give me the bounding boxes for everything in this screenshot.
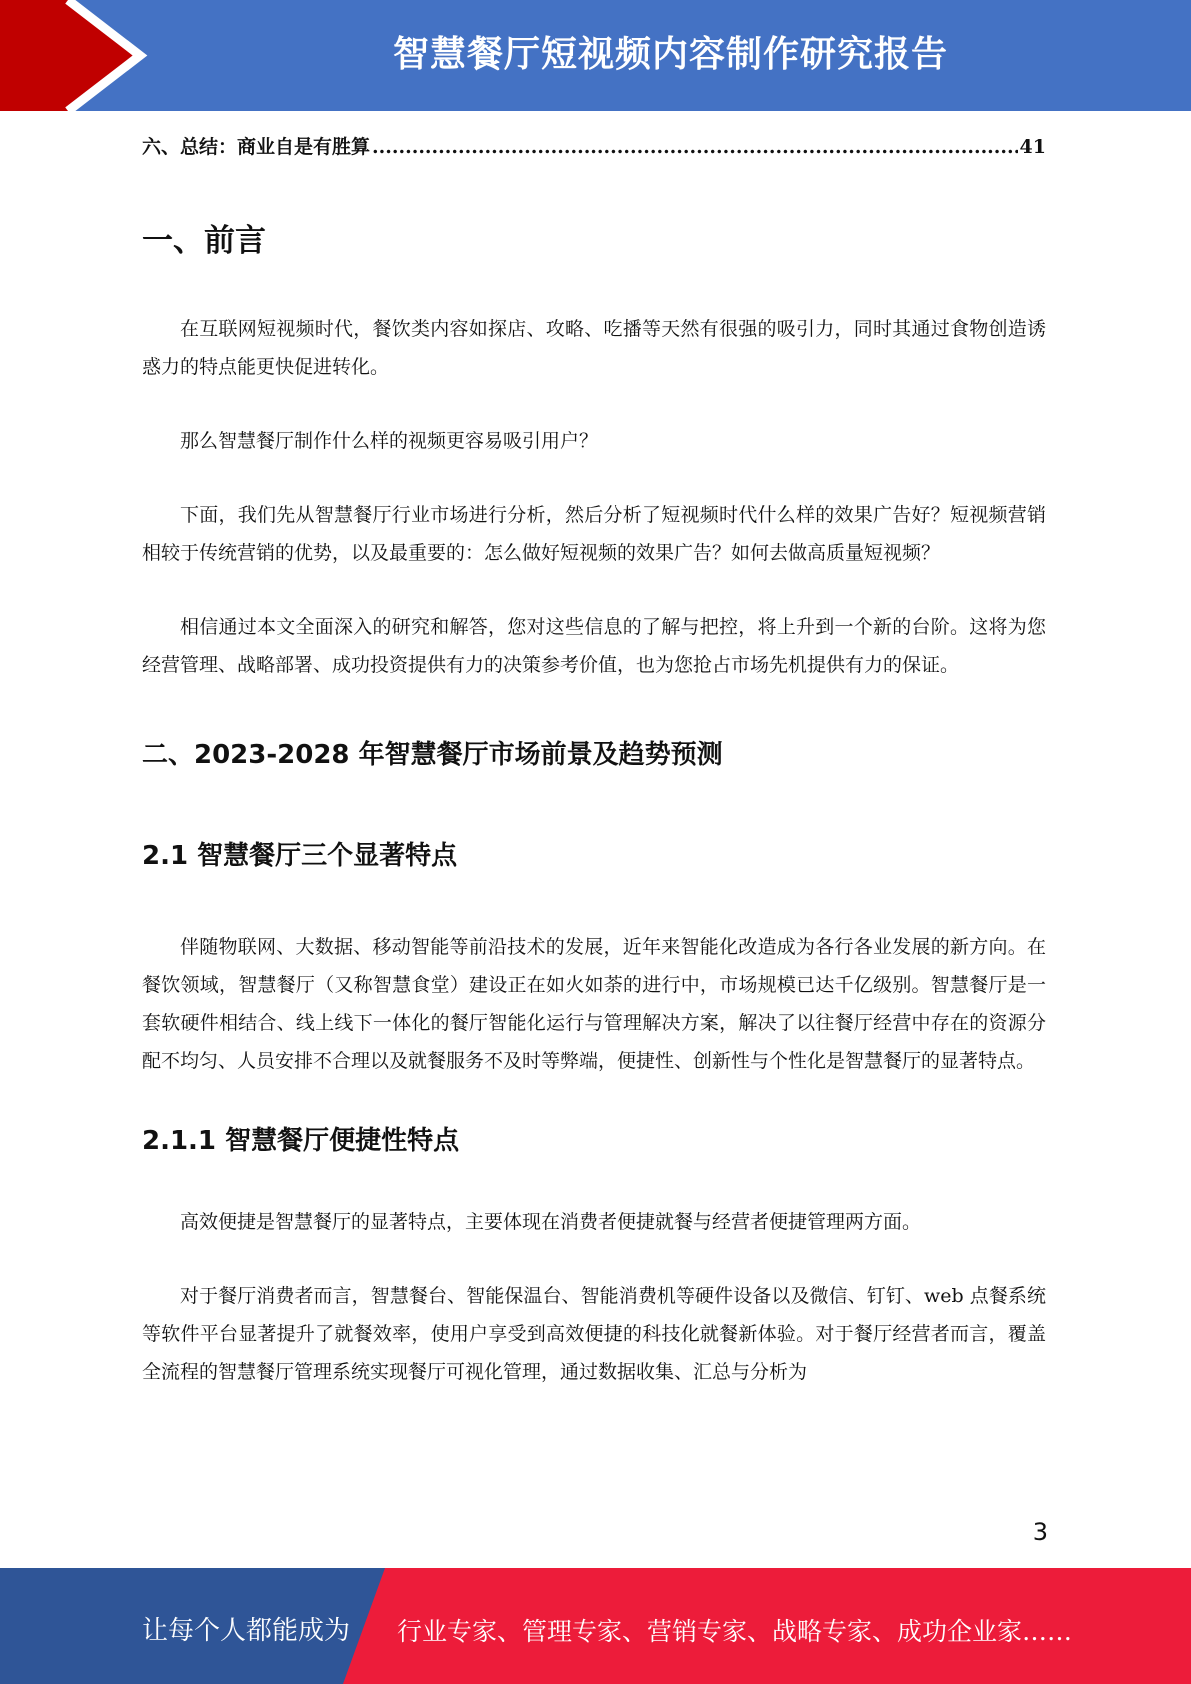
paragraph: 对于餐厅消费者而言，智慧餐台、智能保温台、智能消费机等硬件设备以及微信、钉钉、web 点餐系统等软件平台显著提升了就餐效率，使用户享受到高效便捷的科技化就餐新体验。对于餐厅经营者而言，覆盖全流程的智慧餐厅管理系统实现餐厅可视化管理，通过数据收集、汇总与分析为 <box>142 1285 1046 1383</box>
footer-slogan-right: 行业专家、管理专家、营销专家、战略专家、成功企业家…… <box>397 1617 1073 1646</box>
toc-leader-dots <box>372 136 1018 158</box>
toc-entry-label: 六、总结：商业自是有胜算 <box>142 136 371 158</box>
page-header <box>0 0 1191 111</box>
paragraph: 那么智慧餐厅制作什么样的视频更容易吸引用户？ <box>180 430 599 452</box>
report-title: 智慧餐厅短视频内容制作研究报告 <box>392 34 948 75</box>
paragraph: 下面，我们先从智慧餐厅行业市场进行分析，然后分析了短视频时代什么样的效果广告好？短视频营销相较于传统营销的优势，以及最重要的：怎么做好短视频的效果广告？如何去做高质量短视频？ <box>142 504 1046 564</box>
section-heading: 二、2023-2028 年智慧餐厅市场前景及趋势预测 <box>142 740 723 770</box>
page-footer <box>0 1568 1191 1684</box>
footer-slogan-left: 让每个人都能成为 <box>142 1616 351 1646</box>
toc-entry[interactable] <box>142 132 1046 159</box>
paragraph: 在互联网短视频时代，餐饮类内容如探店、攻略、吃播等天然有很强的吸引力，同时其通过食物创造诱惑力的特点能更快促进转化。 <box>142 318 1046 378</box>
chevron-arrow-icon <box>0 0 160 111</box>
page-number: 3 <box>1032 1518 1048 1546</box>
subsection-heading: 2.1.1 智慧餐厅便捷性特点 <box>142 1126 460 1156</box>
paragraph: 相信通过本文全面深入的研究和解答，您对这些信息的了解与把控，将上升到一个新的台阶。这将为您经营管理、战略部署、成功投资提供有力的决策参考价值，也为您抢占市场先机提供有力的保证。 <box>142 616 1046 676</box>
page-content <box>142 120 1046 1391</box>
subsection-heading: 2.1 智慧餐厅三个显著特点 <box>142 841 458 871</box>
paragraph: 高效便捷是智慧餐厅的显著特点，主要体现在消费者便捷就餐与经营者便捷管理两方面。 <box>180 1211 922 1233</box>
paragraph: 伴随物联网、大数据、移动智能等前沿技术的发展，近年来智能化改造成为各行各业发展的新方向。在餐饮领域，智慧餐厅（又称智慧食堂）建设正在如火如荼的进行中，市场规模已达千亿级别。智慧餐厅是一套软硬件相结合、线上线下一体化的餐厅智能化运行与管理解决方案，解决了以往餐厅经营中存在的资源分配不均匀、人员安排不合理以及就餐服务不及时等弊端，便捷性、创新性与个性化是智慧餐厅的显著特点。 <box>142 936 1046 1072</box>
toc-entry-page: 41 <box>1019 136 1046 158</box>
section-heading: 一、前言 <box>142 223 266 259</box>
